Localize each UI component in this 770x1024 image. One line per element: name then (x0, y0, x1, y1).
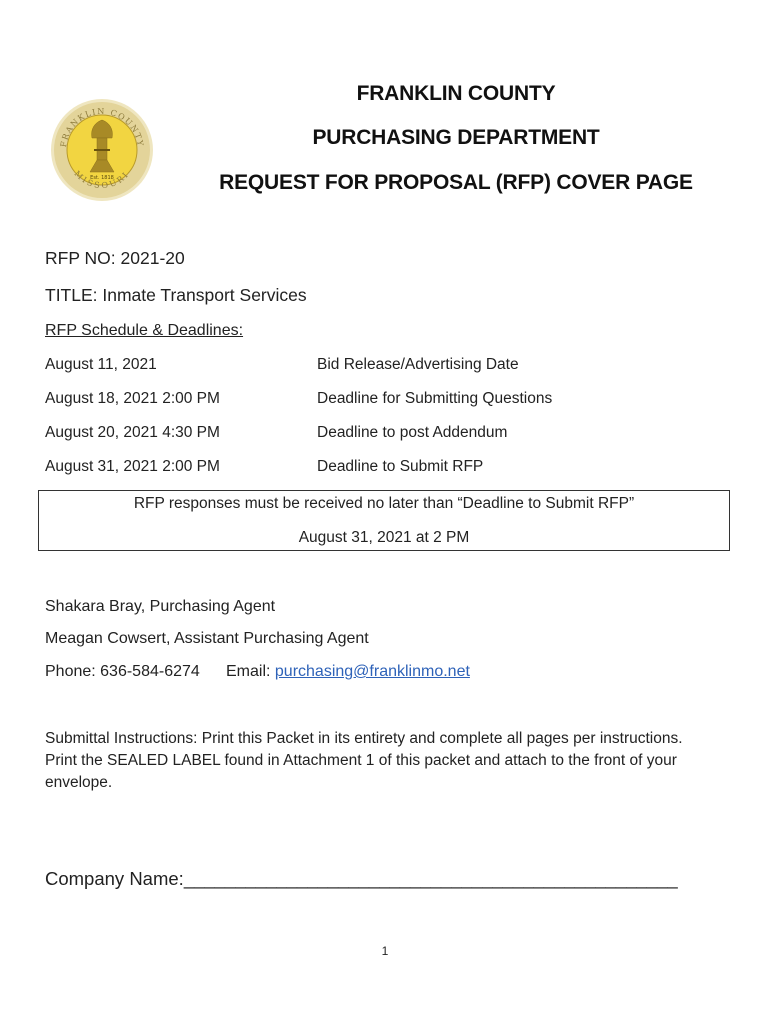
schedule-date: August 20, 2021 4:30 PM (45, 424, 220, 441)
svg-text:FRANKLIN COUNTY: FRANKLIN COUNTY (59, 106, 145, 148)
instructions-line: Print the SEALED LABEL found in Attachment 1 of this packet and attach to the front of your (45, 752, 677, 769)
deadline-notice-box (38, 490, 730, 551)
instructions-line: envelope. (45, 774, 113, 791)
svg-text:MISSOURI: MISSOURI (72, 169, 132, 191)
assistant-purchasing-agent: Meagan Cowsert, Assistant Purchasing Agent (45, 630, 369, 647)
schedule-description: Deadline to post Addendum (317, 424, 508, 441)
schedule-heading: RFP Schedule & Deadlines: (45, 322, 244, 339)
purchasing-agent: Shakara Bray, Purchasing Agent (45, 598, 276, 615)
company-name-blank: ________________________________________________ (183, 868, 678, 889)
svg-text:Est. 1818: Est. 1818 (90, 175, 114, 181)
schedule-description: Bid Release/Advertising Date (317, 356, 519, 373)
schedule-date: August 18, 2021 2:00 PM (45, 390, 220, 407)
header-county: FRANKLIN COUNTY (356, 82, 556, 105)
rfp-title: TITLE: Inmate Transport Services (45, 285, 307, 305)
header-cover-page: REQUEST FOR PROPOSAL (RFP) COVER PAGE (219, 171, 693, 194)
contact-phone: Phone: 636-584-6274 (45, 663, 200, 680)
schedule-date: August 11, 2021 (45, 356, 157, 373)
county-seal-icon (50, 98, 154, 202)
email-label: Email: (226, 663, 275, 680)
schedule-description: Deadline to Submit RFP (317, 458, 484, 475)
company-name-label: Company Name: (45, 868, 184, 889)
contact-email-row (226, 663, 470, 681)
header-department: PURCHASING DEPARTMENT (312, 126, 600, 149)
submittal-instructions (45, 728, 735, 794)
notice-line: RFP responses must be received no later than “Deadline to Submit RFP” (133, 495, 635, 512)
page-number: 1 (381, 944, 389, 958)
instructions-line: Submittal Instructions: Print this Packet in its entirety and complete all pages per instructions. (45, 730, 683, 747)
notice-date: August 31, 2021 at 2 PM (298, 529, 470, 546)
schedule-description: Deadline for Submitting Questions (317, 390, 553, 407)
email-link[interactable]: purchasing@franklinmo.net (274, 663, 470, 680)
company-name-field[interactable] (45, 868, 678, 890)
schedule-date: August 31, 2021 2:00 PM (45, 458, 220, 475)
rfp-number: RFP NO: 2021-20 (45, 248, 185, 268)
